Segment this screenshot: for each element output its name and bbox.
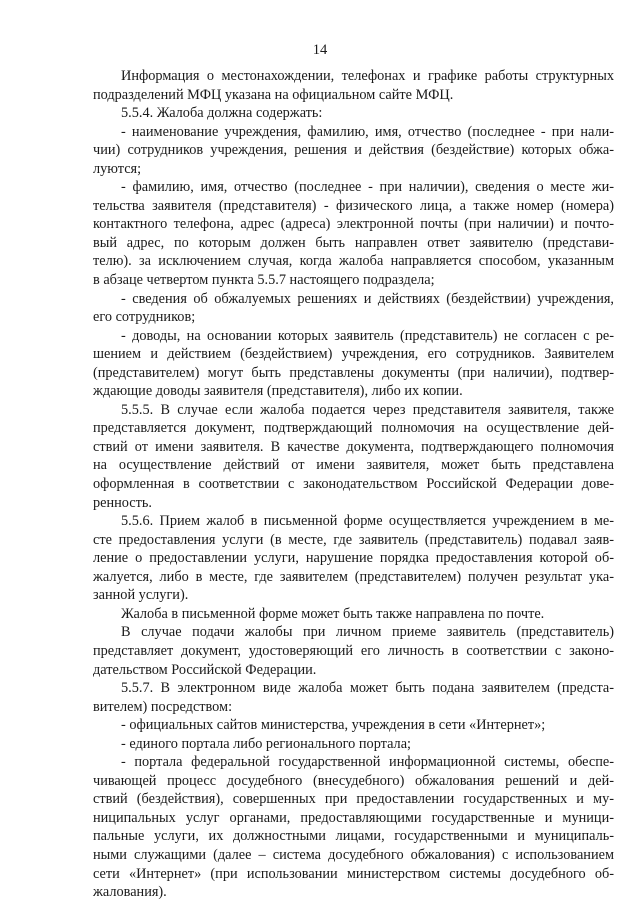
text-line: жалования). xyxy=(93,884,167,901)
text-line: сети «Интернет» (при использовании министерством системы досудебного об- xyxy=(93,865,614,882)
text-line: - доводы, на основании которых заявитель (представитель) не согласен с ре- xyxy=(121,327,614,344)
text-line: шением и действием (бездействием) учреждения, его сотрудников. Заявителем xyxy=(93,346,614,363)
text-line: 5.5.5. В случае если жалоба подается через представителя заявителя, также xyxy=(121,401,614,418)
text-line: В случае подачи жалобы при личном приеме заявитель (представитель) xyxy=(121,624,614,641)
text-line: ствий от имени заявителя. В качестве документа, подтверждающего полномочия xyxy=(93,438,614,455)
text-line: вый адрес, по которым должен быть направлен ответ заявителю (представи- xyxy=(93,234,614,251)
text-line: - единого портала либо регионального портала; xyxy=(121,735,412,752)
text-line: - портала федеральной государственной информационной системы, обеспе- xyxy=(121,754,614,771)
text-line: ждающие доводы заявителя (представителя), либо их копии. xyxy=(93,383,463,400)
text-line: Жалоба в письменной форме может быть также направлена по почте. xyxy=(121,605,545,622)
text-line: его сотрудников; xyxy=(93,309,196,326)
text-line: - официальных сайтов министерства, учреждения в сети «Интернет»; xyxy=(121,717,546,734)
text-line: подразделений МФЦ указана на официальном сайте МФЦ. xyxy=(93,86,454,103)
text-line: - наименование учреждения, фамилию, имя, отчество (последнее - при нали- xyxy=(121,123,614,140)
text-line: представляется документ, подтверждающий полномочия на осуществление дей- xyxy=(93,420,614,437)
text-line: ными служащими (далее – система досудебного обжалования) с использованием xyxy=(93,846,614,863)
text-line: контактного телефона, адрес (адреса) электронной почты (при наличии) и почто- xyxy=(93,216,614,233)
text-line: - сведения об обжалуемых решениях и действиях (бездействии) учреждения, xyxy=(121,290,614,307)
page-number: 14 xyxy=(312,42,328,58)
text-line: чивающей процесс досудебного (внесудебного) обжалования решений и дей- xyxy=(93,772,614,789)
document-body xyxy=(93,67,614,902)
text-line: пальные услуги, их должностными лицами, государственными и муниципаль- xyxy=(93,828,614,845)
text-line: занной услуги). xyxy=(93,587,189,604)
text-line: сте предоставления услуги (в месте, где заявитель (представитель) подавал заяв- xyxy=(93,531,614,548)
text-line: телю). за исключением случая, когда жалоба направляется способом, указанным xyxy=(93,253,614,270)
text-line: в абзаце четвертом пункта 5.5.7 настоящего подраздела; xyxy=(93,272,435,289)
text-line: жалуется, либо в месте, где заявителем (представителем) получен результат ука- xyxy=(93,568,614,585)
text-line: на осуществление действий от имени заявителя, может быть представлена xyxy=(93,457,614,474)
text-line: вителем) посредством: xyxy=(93,698,233,715)
text-line: луются; xyxy=(93,160,142,177)
text-line: представляет документ, удостоверяющий его личность в соответствии с законо- xyxy=(93,642,614,659)
text-line: ренность. xyxy=(93,494,152,511)
text-line: оформленная в соответствии с законодательством Российской Федерации дове- xyxy=(93,476,614,493)
text-line: ление о предоставлении услуги, нарушение порядка предоставления которой об- xyxy=(93,550,614,567)
text-line: ствий (бездействия), совершенных при предоставлении государственных и му- xyxy=(93,791,614,808)
text-line: 5.5.4. Жалоба должна содержать: xyxy=(121,105,323,122)
text-line: ниципальных услуг органами, предоставляющими государственные и муници- xyxy=(93,809,614,826)
text-line: - фамилию, имя, отчество (последнее - при наличии), сведения о месте жи- xyxy=(121,179,614,196)
text-line: 5.5.7. В электронном виде жалоба может быть подана заявителем (предста- xyxy=(121,680,614,697)
text-line: тельства заявителя (представителя) - физического лица, а также номер (номера) xyxy=(93,197,614,214)
text-line: дательством Российской Федерации. xyxy=(93,661,317,678)
text-line: (представителем) могут быть представлены документы (при наличии), подтвер- xyxy=(93,364,614,381)
text-line: Информация о местонахождении, телефонах и графике работы структурных xyxy=(121,68,614,84)
text-line: 5.5.6. Прием жалоб в письменной форме осуществляется учреждением в ме- xyxy=(121,513,614,530)
text-line: чии) сотрудников учреждения, решения и действия (бездействие) которых обжа- xyxy=(93,142,614,159)
